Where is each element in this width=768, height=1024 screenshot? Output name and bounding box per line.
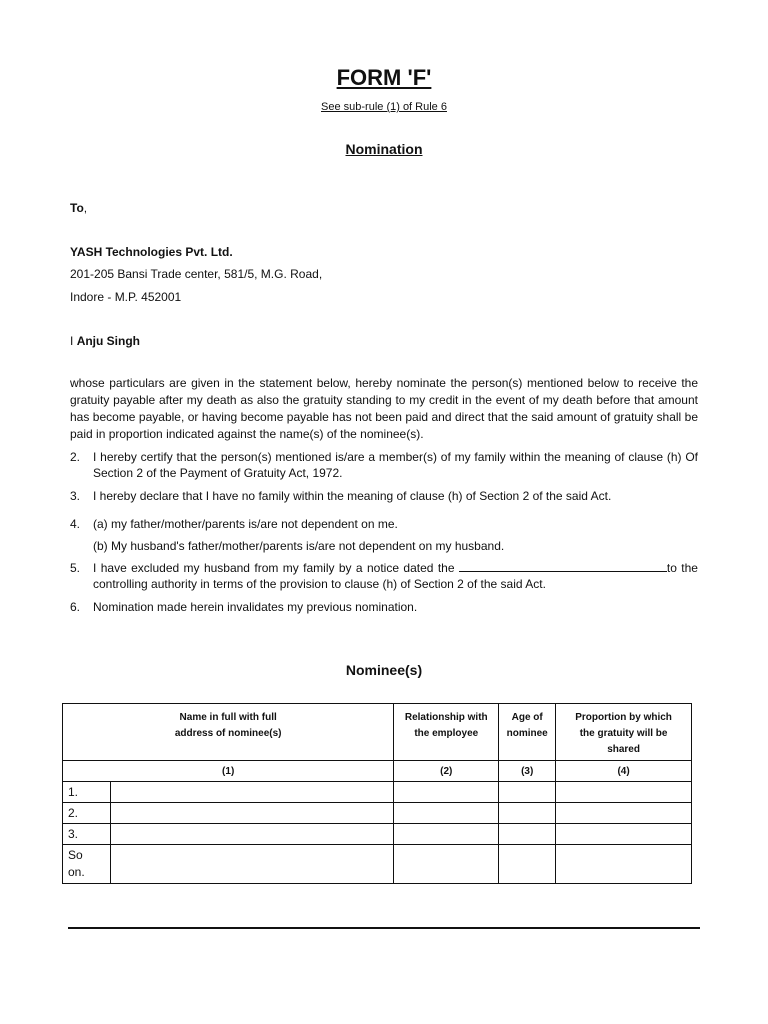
nominees-table	[62, 703, 692, 884]
clause-text: (a) my father/mother/parents is/are not dependent on me.	[93, 517, 398, 531]
nominee-name-cell[interactable]	[110, 782, 393, 803]
relationship-cell[interactable]	[394, 803, 499, 824]
table-row	[63, 824, 692, 845]
declarant-name: Anju Singh	[76, 334, 141, 348]
column-header-name-address	[63, 704, 394, 761]
nomination-heading: Nomination	[345, 141, 423, 157]
column-number: (3)	[499, 761, 556, 782]
sub-rule-reference: See sub-rule (1) of Rule 6	[321, 101, 447, 113]
to-label: To	[70, 201, 84, 215]
proportion-cell[interactable]	[556, 803, 692, 824]
company-name: YASH Technologies Pvt. Ltd.	[70, 245, 233, 259]
column-header-relationship	[394, 704, 499, 761]
proportion-cell[interactable]	[556, 782, 692, 803]
relationship-cell[interactable]	[394, 824, 499, 845]
proportion-cell[interactable]	[556, 824, 692, 845]
row-label: 1.	[63, 782, 111, 803]
column-number: (4)	[556, 761, 692, 782]
column-number: (2)	[394, 761, 499, 782]
clause-5-text-before: I have excluded my husband from my family by a notice dated the	[93, 561, 455, 575]
clause-text	[93, 560, 698, 592]
header-line: nominee	[506, 728, 548, 739]
header-line: address of nominee(s)	[174, 728, 282, 739]
nominee-name-cell[interactable]	[110, 845, 393, 884]
table-row	[63, 803, 692, 824]
clause-text: I hereby certify that the person(s) mentioned is/are a member(s) of my family within the meaning of clause (h) Of Section 2 of the Payment of Gratuity Act, 1972.	[93, 450, 698, 480]
clause-number: 2.	[70, 450, 81, 464]
nominee-name-cell[interactable]	[110, 803, 393, 824]
age-cell[interactable]	[499, 803, 556, 824]
age-cell[interactable]	[499, 824, 556, 845]
relationship-cell[interactable]	[394, 782, 499, 803]
header-line: the employee	[414, 728, 479, 739]
table-header-row	[63, 704, 692, 761]
clause-text: I hereby declare that I have no family within the meaning of clause (h) of Section 2 of the said Act.	[93, 489, 612, 503]
table-row	[63, 782, 692, 803]
column-number: (1)	[63, 761, 394, 782]
clause-text: (b) My husband's father/mother/parents is/are not dependent on my husband.	[93, 539, 505, 553]
column-header-proportion	[556, 704, 692, 761]
clause-number: 3.	[70, 489, 81, 503]
notice-date-blank[interactable]	[459, 560, 667, 572]
row-label: 3.	[63, 824, 111, 845]
column-header-age	[499, 704, 556, 761]
declarant-line	[70, 334, 140, 348]
relationship-cell[interactable]	[394, 845, 499, 884]
header-line: shared	[607, 744, 640, 755]
footer-divider	[68, 927, 700, 929]
clause-5-text-after: to the controlling authority in terms of the provision to clause (h) of Section 2 of the said Act.	[93, 561, 698, 591]
row-label	[63, 845, 111, 884]
header-line: Proportion by which	[575, 712, 672, 723]
form-title: FORM 'F'	[336, 65, 432, 90]
row-label-line: on.	[68, 865, 85, 879]
header-line: Age of	[511, 712, 543, 723]
row-label: 2.	[63, 803, 111, 824]
clause-number: 6.	[70, 600, 81, 614]
address-line-1: 201-205 Bansi Trade center, 581/5, M.G. Road,	[70, 267, 323, 281]
age-cell[interactable]	[499, 782, 556, 803]
header-line: the gratuity will be	[579, 728, 668, 739]
declarant-prefix: I	[70, 334, 74, 348]
column-number-row	[63, 761, 692, 782]
nominee-name-cell[interactable]	[110, 824, 393, 845]
header-line: Name in full with full	[179, 712, 277, 723]
row-label-line: So	[68, 848, 83, 862]
clause-number: 5.	[70, 561, 81, 575]
to-suffix: ,	[83, 201, 88, 215]
age-cell[interactable]	[499, 845, 556, 884]
nomination-statement: whose particulars are given in the statement below, hereby nominate the person(s) mentioned below to receive the gratuity payable after my death as also the gratuity standing to my credit in the event of my death before that amount has become payable, or having become payable has not been paid and direct that the said amount of gratuity shall be paid in proportion indicated against the name(s) of the nominee(s).	[70, 376, 698, 441]
nominees-heading: Nominee(s)	[345, 662, 423, 678]
clause-number: 4.	[70, 517, 81, 531]
recipient-to	[70, 201, 87, 215]
table-row	[63, 845, 692, 884]
header-line: Relationship with	[404, 712, 488, 723]
clause-text: Nomination made herein invalidates my previous nomination.	[93, 600, 418, 614]
address-line-2: Indore - M.P. 452001	[70, 290, 182, 304]
proportion-cell[interactable]	[556, 845, 692, 884]
